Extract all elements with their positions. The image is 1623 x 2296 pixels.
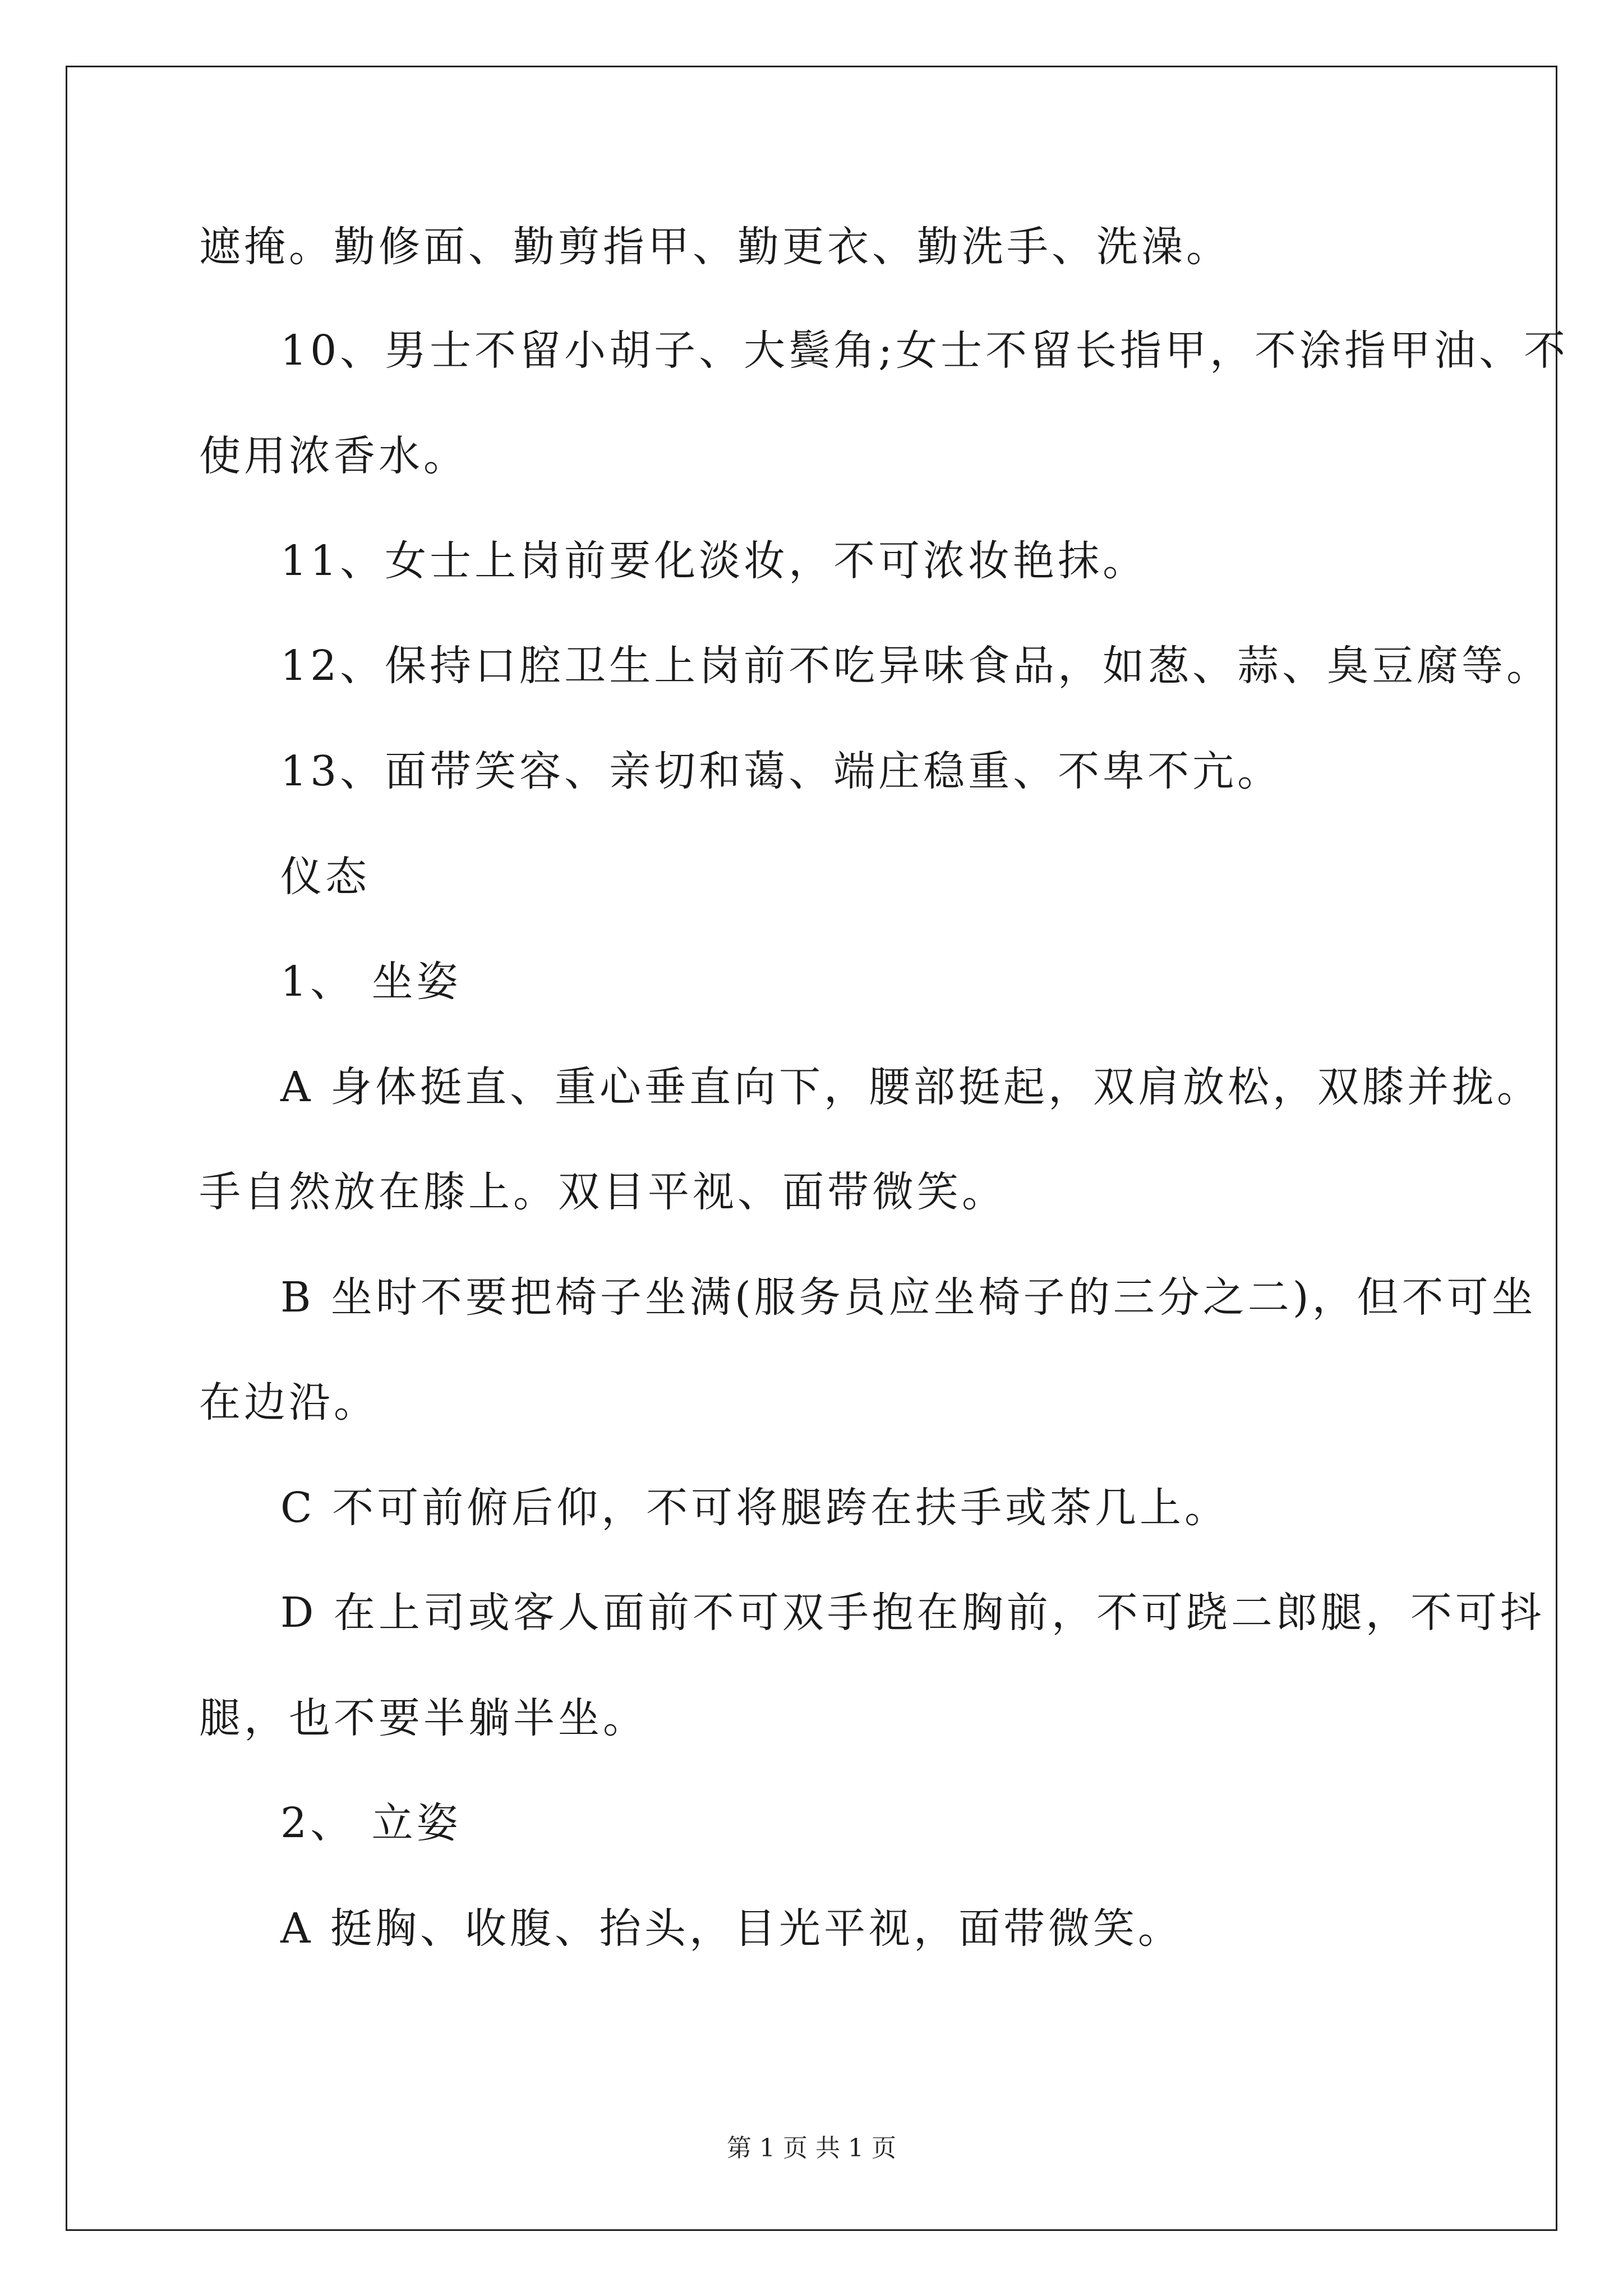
text-line: 12、保持口腔卫生上岗前不吃异味食品，如葱、蒜、臭豆腐等。 — [280, 642, 1552, 690]
text-line: B 坐时不要把椅子坐满(服务员应坐椅子的三分之二)，但不可坐 — [280, 1273, 1537, 1322]
text-line: 腿，也不要半躺半坐。 — [199, 1694, 648, 1742]
subsection-heading: 1、 坐姿 — [280, 958, 462, 1006]
text-line: 使用浓香水。 — [199, 432, 468, 480]
text-line: 遮掩。勤修面、勤剪指甲、勤更衣、勤洗手、洗澡。 — [199, 223, 1231, 271]
text-line: 手自然放在膝上。双目平视、面带微笑。 — [199, 1168, 1007, 1216]
text-line: 13、面带笑容、亲切和蔼、端庄稳重、不卑不亢。 — [280, 747, 1283, 795]
text-line: 在边沿。 — [199, 1378, 379, 1427]
text-line: C 不可前俯后仰，不可将腿跨在扶手或茶几上。 — [280, 1484, 1230, 1532]
text-line: 10、男士不留小胡子、大鬓角;女士不留长指甲，不涂指甲油、不 — [280, 326, 1569, 375]
section-heading: 仪态 — [280, 853, 370, 901]
page-footer: 第 1 页 共 1 页 — [727, 2134, 896, 2162]
text-line: D 在上司或客人面前不可双手抱在胸前，不可跷二郎腿，不可抖 — [280, 1589, 1545, 1637]
text-line: 11、女士上岗前要化淡妆，不可浓妆艳抹。 — [280, 537, 1148, 585]
subsection-heading: 2、 立姿 — [280, 1799, 462, 1847]
text-line: A 身体挺直、重心垂直向下，腰部挺起，双肩放松，双膝并拢。 — [280, 1063, 1542, 1111]
text-line: A 挺胸、收腹、抬头，目光平视，面带微笑。 — [280, 1904, 1183, 1953]
